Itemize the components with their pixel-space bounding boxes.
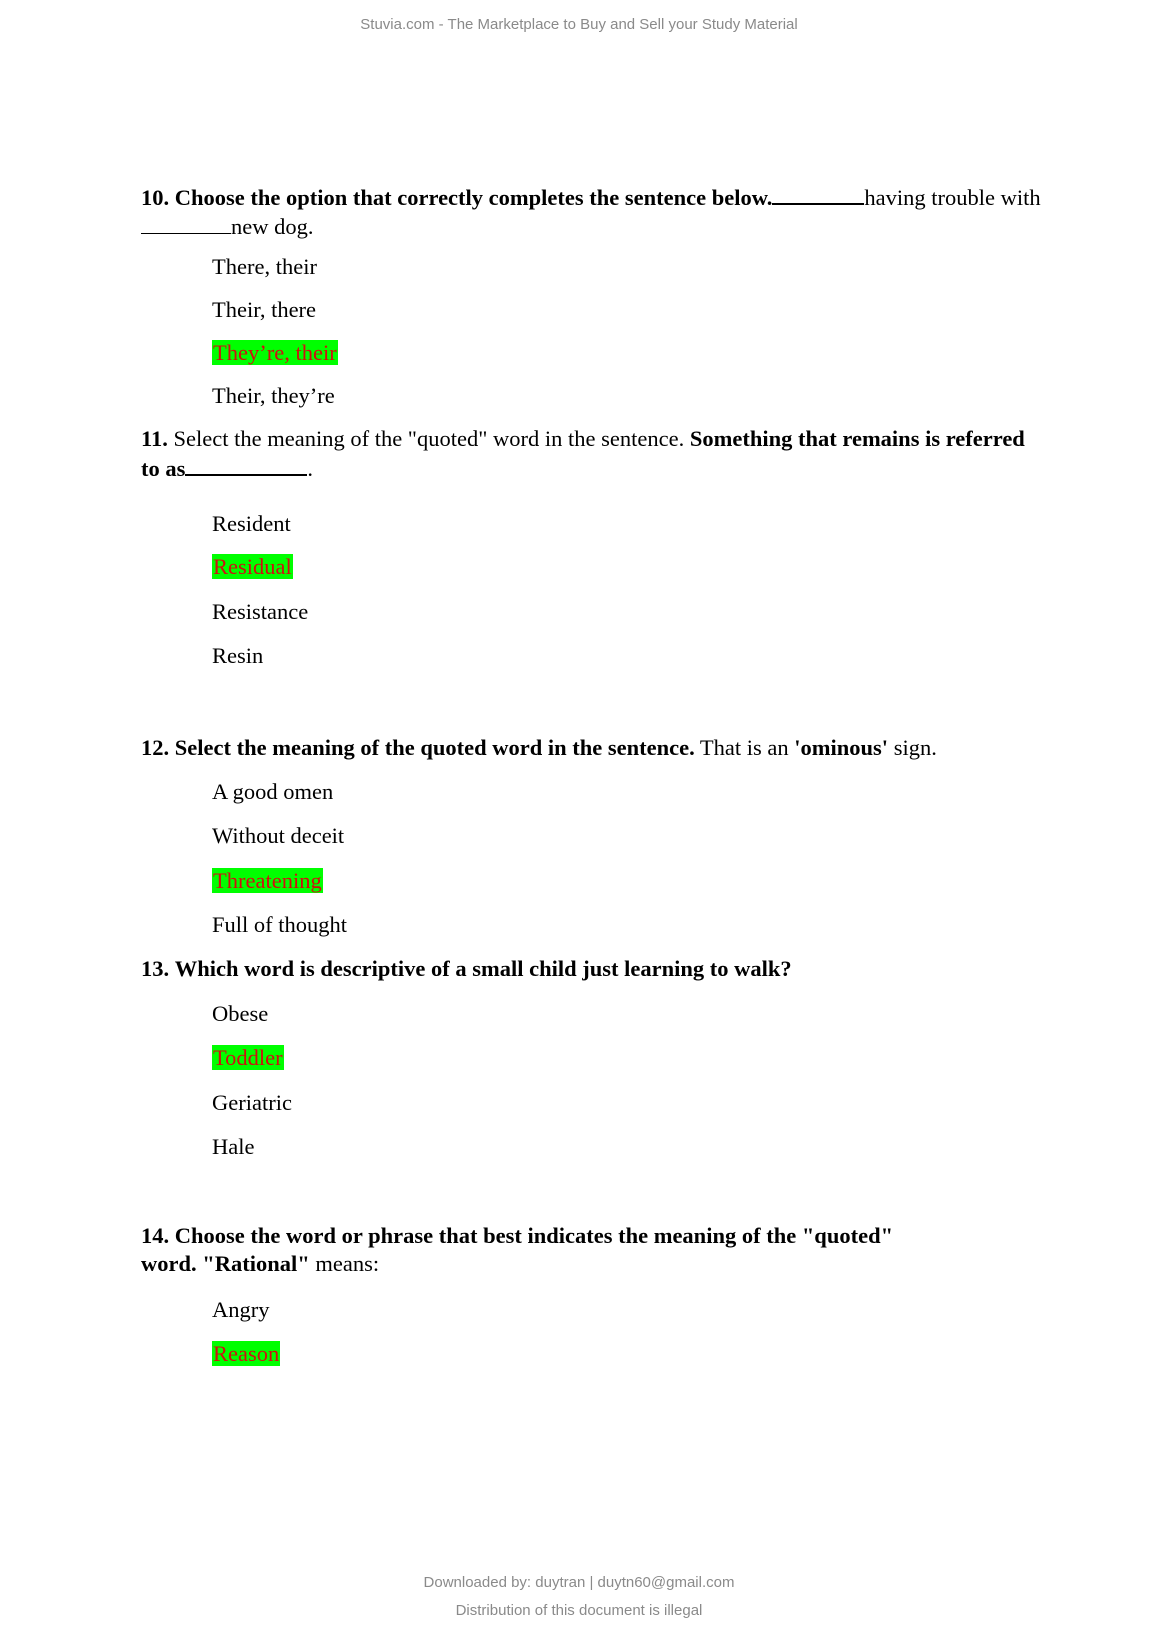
question-prompt-end: new dog. xyxy=(231,214,314,239)
question-11 xyxy=(141,425,1041,483)
correct-highlight: They’re, their xyxy=(213,340,337,365)
question-prompt: Select the meaning of the quoted word in the sentence. xyxy=(174,735,695,760)
answer-option: Hale xyxy=(212,1134,255,1159)
question-number: 14. xyxy=(141,1223,170,1248)
answer-option-correct xyxy=(212,867,323,895)
question-prompt-bold: Something that remains is referred to as xyxy=(141,426,1025,481)
answer-option: Their, there xyxy=(212,297,317,322)
question-prompt: Choose the option that correctly completes the sentence below. xyxy=(174,185,773,210)
answer-option: Resin xyxy=(212,643,264,668)
question-10 xyxy=(141,182,1041,241)
correct-highlight: Threatening xyxy=(213,868,322,893)
answer-option: Their, they’re xyxy=(212,383,335,408)
question-12 xyxy=(141,734,1041,762)
answer-option-correct xyxy=(212,1340,280,1368)
answer-option: Resident xyxy=(212,511,291,536)
footer-download-info: Downloaded by: duytran | duytn60@gmail.com xyxy=(423,1574,735,1591)
question-14 xyxy=(141,1222,941,1278)
question-prompt-end: . xyxy=(307,456,313,481)
answer-option: Full of thought xyxy=(212,912,348,937)
answer-option-correct xyxy=(212,553,293,581)
answer-option: Angry xyxy=(212,1297,270,1322)
answer-option: A good omen xyxy=(212,779,334,804)
answer-option-correct xyxy=(212,339,338,367)
question-number: 12. xyxy=(141,735,170,760)
correct-highlight: Reason xyxy=(213,1341,280,1366)
question-number: 11. xyxy=(141,426,168,451)
answer-blank xyxy=(185,453,307,476)
question-prompt: Select the meaning of the "quoted" word in the sentence. xyxy=(173,426,685,451)
question-prompt: Choose the word or phrase that best indicates the meaning of the "quoted" word. "Rational" xyxy=(141,1223,894,1276)
correct-highlight: Residual xyxy=(213,554,292,579)
answer-option-correct xyxy=(212,1044,284,1072)
question-prompt-end: means: xyxy=(315,1251,380,1276)
question-prompt-continued: having trouble with xyxy=(864,185,1041,210)
answer-option: There, their xyxy=(212,254,317,279)
question-13 xyxy=(141,955,1041,983)
answer-option: Resistance xyxy=(212,599,309,624)
answer-option: Geriatric xyxy=(212,1090,292,1115)
question-prompt-end: sign. xyxy=(893,735,937,760)
answer-blank xyxy=(141,212,231,234)
answer-option: Without deceit xyxy=(212,823,345,848)
answer-blank xyxy=(772,182,864,205)
question-prompt-plain: That is an xyxy=(699,735,789,760)
correct-highlight: Toddler xyxy=(213,1045,283,1070)
answer-option: Obese xyxy=(212,1001,269,1026)
footer-distribution-notice: Distribution of this document is illegal xyxy=(455,1602,703,1619)
question-number: 13. xyxy=(141,956,170,981)
question-number: 10. xyxy=(141,185,170,210)
page-header: Stuvia.com - The Marketplace to Buy and Sell your Study Material xyxy=(360,16,798,33)
quoted-word: 'ominous' xyxy=(794,735,889,760)
question-prompt: Which word is descriptive of a small child just learning to walk? xyxy=(174,956,792,981)
